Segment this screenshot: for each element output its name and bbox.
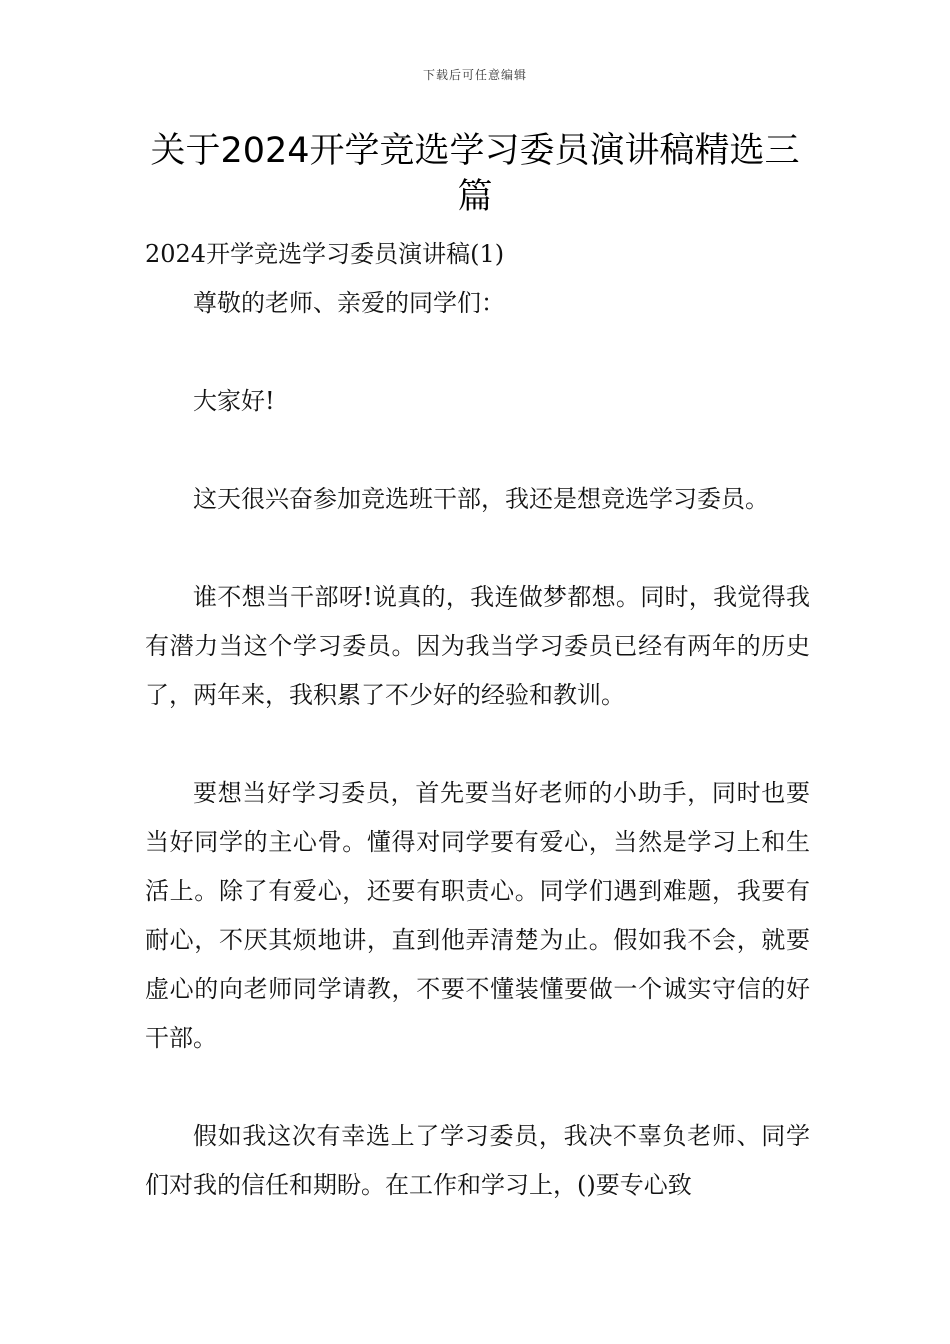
paragraph-gap	[145, 720, 810, 769]
document-body	[145, 230, 810, 1210]
paragraph-gap	[145, 524, 810, 573]
paragraph-duties: 要想当好学习委员，首先要当好老师的小助手，同时也要当好同学的主心骨。懂得对同学要有爱心，当然是学习上和生活上。除了有爱心，还要有职责心。同学们遇到难题，我要有耐心，不厌其烦地讲，直到他弄清楚为止。假如我不会，就要虚心的向老师同学请教，不要不懂装懂要做一个诚实守信的好干部。	[145, 779, 810, 1052]
paragraph-experience: 谁不想当干部呀!说真的，我连做梦都想。同时，我觉得我有潜力当这个学习委员。因为我当学习委员已经有两年的历史了，两年来，我积累了不少好的经验和教训。	[145, 583, 810, 709]
paragraph-pledge: 假如我这次有幸选上了学习委员，我决不辜负老师、同学们对我的信任和期盼。在工作和学习上，()要专心致	[145, 1122, 810, 1199]
paragraph-gap	[145, 328, 810, 377]
section-subtitle: 2024开学竞选学习委员演讲稿(1)	[145, 240, 505, 268]
paragraph-gap	[145, 1063, 810, 1112]
paragraph-salutation: 尊敬的老师、亲爱的同学们：	[193, 289, 505, 317]
paragraph-gap	[145, 426, 810, 475]
paragraph-intro: 这天很兴奋参加竞选班干部，我还是想竞选学习委员。	[193, 485, 769, 513]
document-title: 关于2024开学竞选学习委员演讲稿精选三篇	[150, 131, 800, 217]
paragraph-greeting: 大家好!	[193, 387, 275, 415]
header-note: 下载后可任意编辑	[422, 68, 527, 82]
